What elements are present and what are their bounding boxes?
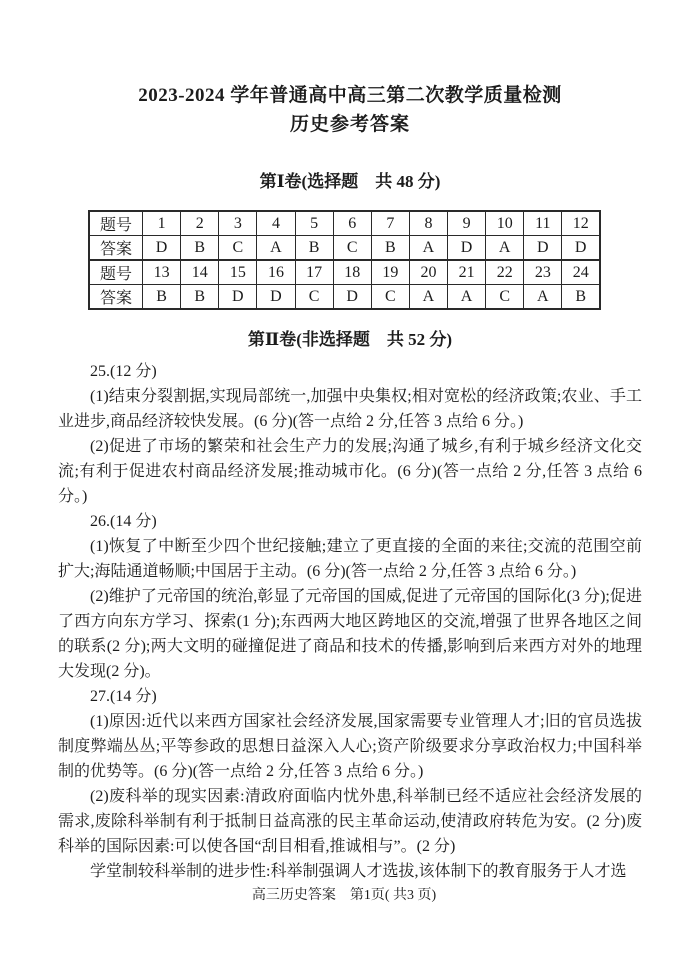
answer-cell: B xyxy=(143,285,181,310)
page-footer: 高三历史答案 第1页( 共3 页) xyxy=(251,888,437,903)
answer-cell: B xyxy=(181,285,219,310)
question-number-cell: 11 xyxy=(524,211,562,236)
answers-body xyxy=(58,359,642,884)
section-2-heading: 第Ⅱ卷(非选择题 共 52 分) xyxy=(247,330,453,349)
answer-cell: B xyxy=(562,285,600,310)
row-label-answer: 答案 xyxy=(89,285,143,310)
question-number-cell: 12 xyxy=(562,211,600,236)
answer-cell: A xyxy=(257,236,295,261)
answer-cell: D xyxy=(562,236,600,261)
answer-table-body xyxy=(89,211,600,309)
document-subtitle: 历史参考答案 xyxy=(289,114,410,135)
answer-paragraph: (1)原因:近代以来西方国家社会经济发展,国家需要专业管理人才;旧的官员选拔制度弊端丛丛;平等参政的思想日益深入人心;资产阶级要求分享政治权力;中国科举制的优势等。(6 分)(答一点给 2 分,任答 3 点给 6 分。) xyxy=(58,713,642,780)
answer-cell: B xyxy=(181,236,219,261)
answer-cell: A xyxy=(486,236,524,261)
question-number-cell: 15 xyxy=(219,260,257,285)
table-row xyxy=(89,236,600,261)
question-number-cell: 1 xyxy=(143,211,181,236)
question-number-cell: 8 xyxy=(409,211,447,236)
answer-cell: A xyxy=(409,236,447,261)
answer-cell: D xyxy=(448,236,486,261)
question-block-26 xyxy=(58,509,642,684)
question-number-cell: 18 xyxy=(333,260,371,285)
answer-cell: D xyxy=(143,236,181,261)
answer-cell: D xyxy=(333,285,371,310)
answer-cell: C xyxy=(219,236,257,261)
question-number-cell: 19 xyxy=(371,260,409,285)
question-number-line: 26.(14 分) xyxy=(90,513,157,530)
row-label-answer: 答案 xyxy=(89,236,143,261)
question-number-cell: 21 xyxy=(448,260,486,285)
answer-cell: D xyxy=(257,285,295,310)
question-number-cell: 10 xyxy=(486,211,524,236)
answer-table xyxy=(88,210,601,310)
answer-cell: A xyxy=(448,285,486,310)
row-label-question-number: 题号 xyxy=(89,260,143,285)
question-number-cell: 3 xyxy=(219,211,257,236)
question-number-line: 25.(12 分) xyxy=(90,363,157,380)
table-row xyxy=(89,285,600,310)
answer-paragraph: 学堂制较科举制的进步性:科举制强调人才选拔,该体制下的教育服务于人才选 xyxy=(90,863,627,880)
question-number-cell: 4 xyxy=(257,211,295,236)
answer-paragraph: (2)维护了元帝国的统治,彰显了元帝国的国威,促进了元帝国的国际化(3 分);促进了西方向东方学习、探索(1 分);东西两大地区跨地区的交流,增强了世界各地区之间的联系(2 分);两大文明的碰撞促进了商品和技术的传播,影响到后来西方对外的地理大发现(2 分)。 xyxy=(58,588,642,680)
question-number-cell: 6 xyxy=(333,211,371,236)
question-number-line: 27.(14 分) xyxy=(90,688,157,705)
table-row xyxy=(89,211,600,236)
answer-paragraph: (1)结束分裂割据,实现局部统一,加强中央集权;相对宽松的经济政策;农业、手工业进步,商品经济较快发展。(6 分)(答一点给 2 分,任答 3 点给 6 分。) xyxy=(58,388,642,430)
question-number-cell: 20 xyxy=(409,260,447,285)
question-number-cell: 16 xyxy=(257,260,295,285)
question-number-cell: 13 xyxy=(143,260,181,285)
question-number-cell: 9 xyxy=(448,211,486,236)
row-label-question-number: 题号 xyxy=(89,211,143,236)
question-number-cell: 23 xyxy=(524,260,562,285)
answer-cell: A xyxy=(409,285,447,310)
question-number-cell: 22 xyxy=(486,260,524,285)
question-number-cell: 17 xyxy=(295,260,333,285)
answer-cell: C xyxy=(486,285,524,310)
answer-paragraph: (1)恢复了中断至少四个世纪接触;建立了更直接的全面的来往;交流的范围空前扩大;海陆通道畅顺;中国居于主动。(6 分)(答一点给 2 分,任答 3 点给 6 分。) xyxy=(58,538,642,580)
answer-cell: D xyxy=(219,285,257,310)
question-number-cell: 7 xyxy=(371,211,409,236)
question-number-cell: 5 xyxy=(295,211,333,236)
question-number-cell: 24 xyxy=(562,260,600,285)
answer-cell: D xyxy=(524,236,562,261)
section-1-heading: 第Ⅰ卷(选择题 共 48 分) xyxy=(259,172,441,191)
answer-cell: A xyxy=(524,285,562,310)
document-title: 2023-2024 学年普通高中高三第二次教学质量检测 xyxy=(138,85,562,106)
table-row xyxy=(89,260,600,285)
answer-cell: C xyxy=(371,285,409,310)
question-number-cell: 14 xyxy=(181,260,219,285)
question-block-27 xyxy=(58,684,642,884)
question-number-cell: 2 xyxy=(181,211,219,236)
answer-cell: C xyxy=(333,236,371,261)
answer-cell: B xyxy=(371,236,409,261)
answer-cell: B xyxy=(295,236,333,261)
answer-paragraph: (2)促进了市场的繁荣和社会生产力的发展;沟通了城乡,有利于城乡经济文化交流;有利于促进农村商品经济发展;推动城市化。(6 分)(答一点给 2 分,任答 3 点给 6 分。) xyxy=(58,438,642,505)
question-block-25 xyxy=(58,359,642,509)
answer-paragraph: (2)废科举的现实因素:清政府面临内忧外患,科举制已经不适应社会经济发展的需求,废除科举制有利于抵制日益高涨的民主革命运动,使清政府转危为安。(2 分)废科举的国际因素:可以使各国“刮目相看,推诚相与”。(2 分) xyxy=(58,788,642,855)
answer-cell: C xyxy=(295,285,333,310)
